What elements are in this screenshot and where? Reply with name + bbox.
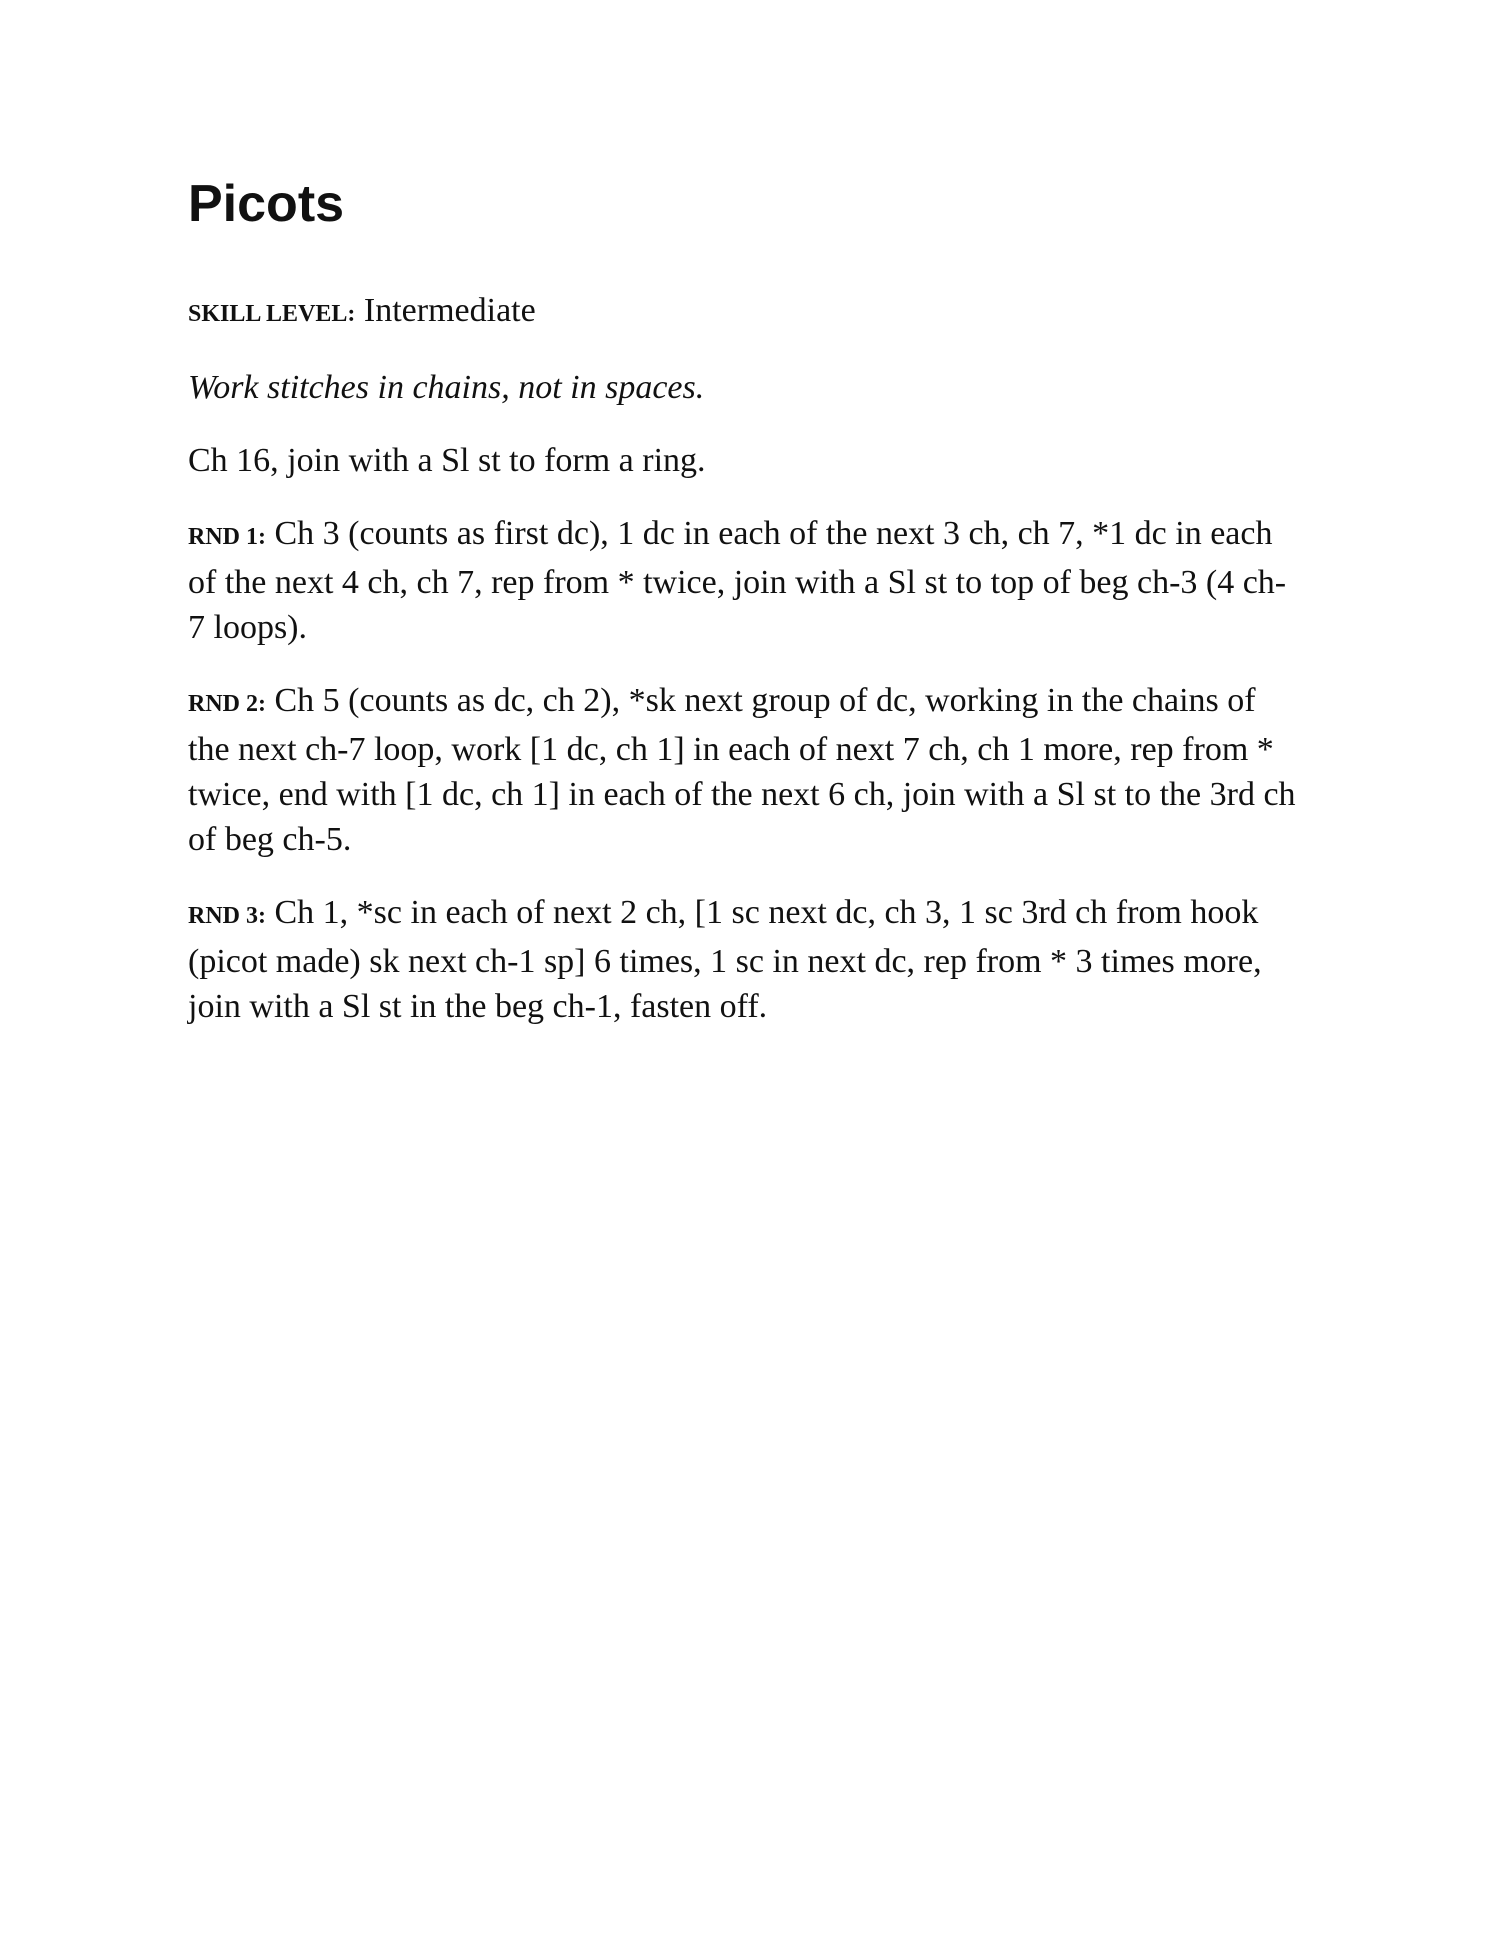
round-2 — [188, 678, 1300, 862]
skill-level-label: SKILL LEVEL: — [188, 301, 356, 327]
round-3 — [188, 890, 1300, 1029]
pattern-content — [188, 172, 1300, 1057]
round-1 — [188, 511, 1300, 650]
round-2-text: Ch 5 (counts as dc, ch 2), *sk next group of dc, working in the chains of the next ch-7 loop, work [1 dc, ch 1] in each of next 7 ch, ch 1 more, rep from * twice, end with [1 dc, ch 1] in each of the next 6 ch, join with a Sl st to the 3rd ch of beg ch-5. — [188, 682, 1296, 858]
round-1-text: Ch 3 (counts as first dc), 1 dc in each of the next 3 ch, ch 7, *1 dc in each of the next 4 ch, ch 7, rep from * twice, join with a Sl st to top of beg ch-3 (4 ch-7 loops). — [188, 515, 1287, 646]
instruction-note: Work stitches in chains, not in spaces. — [188, 369, 705, 406]
skill-level — [188, 288, 1300, 337]
round-1-label: RND 1: — [188, 524, 266, 550]
round-2-label: RND 2: — [188, 691, 266, 717]
round-3-label: RND 3: — [188, 903, 266, 929]
round-3-text: Ch 1, *sc in each of next 2 ch, [1 sc next dc, ch 3, 1 sc 3rd ch from hook (picot made) sk next ch-1 sp] 6 times, 1 sc in next dc, rep from * 3 times more, join with a Sl st in the beg ch-1, fasten off. — [188, 894, 1262, 1025]
intro-instruction: Ch 16, join with a Sl st to form a ring. — [188, 442, 706, 479]
page-title: Picots — [188, 175, 345, 233]
skill-level-value: Intermediate — [355, 292, 536, 329]
